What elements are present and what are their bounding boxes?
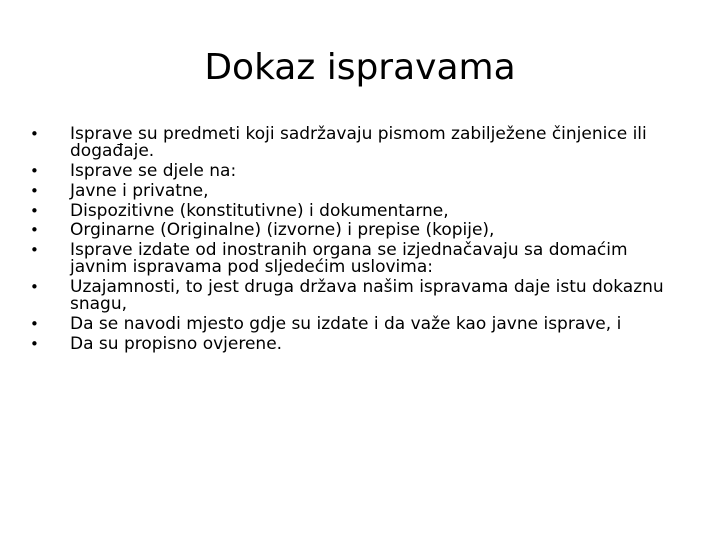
list-item (30, 239, 680, 278)
bullet-icon: • (30, 315, 39, 334)
list-item (30, 222, 680, 239)
list-item-text: Uzajamnosti, to jest druga država našim ispravama daje istu dokaznu snagu, (70, 277, 664, 315)
bullet-icon: • (30, 334, 39, 353)
list-item-text: Da se navodi mjesto gdje su izdate i da važe kao javne isprave, i (70, 314, 622, 335)
bullet-icon: • (30, 278, 39, 297)
list-item (30, 316, 680, 333)
list-item-text: Da su propisno ovjerene. (70, 333, 283, 354)
list-item (30, 279, 680, 314)
list-item-text: Isprave se djele na: (70, 161, 237, 182)
list-item (30, 163, 680, 180)
bullet-list (30, 126, 680, 356)
list-item-text: Isprave izdate od inostranih organa se izjednačavaju sa domaćim javnim ispravama pod sljedećim uslovima: (70, 239, 628, 278)
list-item-text: Orginarne (Originalne) (izvorne) i prepise (kopije), (70, 220, 495, 241)
list-item-text: Isprave su predmeti koji sadržavaju pismom zabilježene činjenice ili događaje. (70, 124, 647, 162)
bullet-icon: • (30, 162, 39, 181)
bullet-icon: • (30, 125, 39, 143)
list-item-text: Javne i privatne, (70, 180, 209, 201)
slide-title: Dokaz ispravama (204, 47, 516, 88)
list-item-text: Dispozitivne (konstitutivne) i dokumentarne, (70, 200, 449, 221)
bullet-icon: • (30, 201, 39, 220)
list-item (30, 180, 680, 201)
list-item (30, 126, 680, 161)
list-item (30, 333, 680, 354)
list-item (30, 200, 680, 221)
bullet-icon: • (30, 221, 39, 240)
bullet-icon: • (30, 181, 39, 200)
bullet-icon: • (30, 240, 39, 259)
